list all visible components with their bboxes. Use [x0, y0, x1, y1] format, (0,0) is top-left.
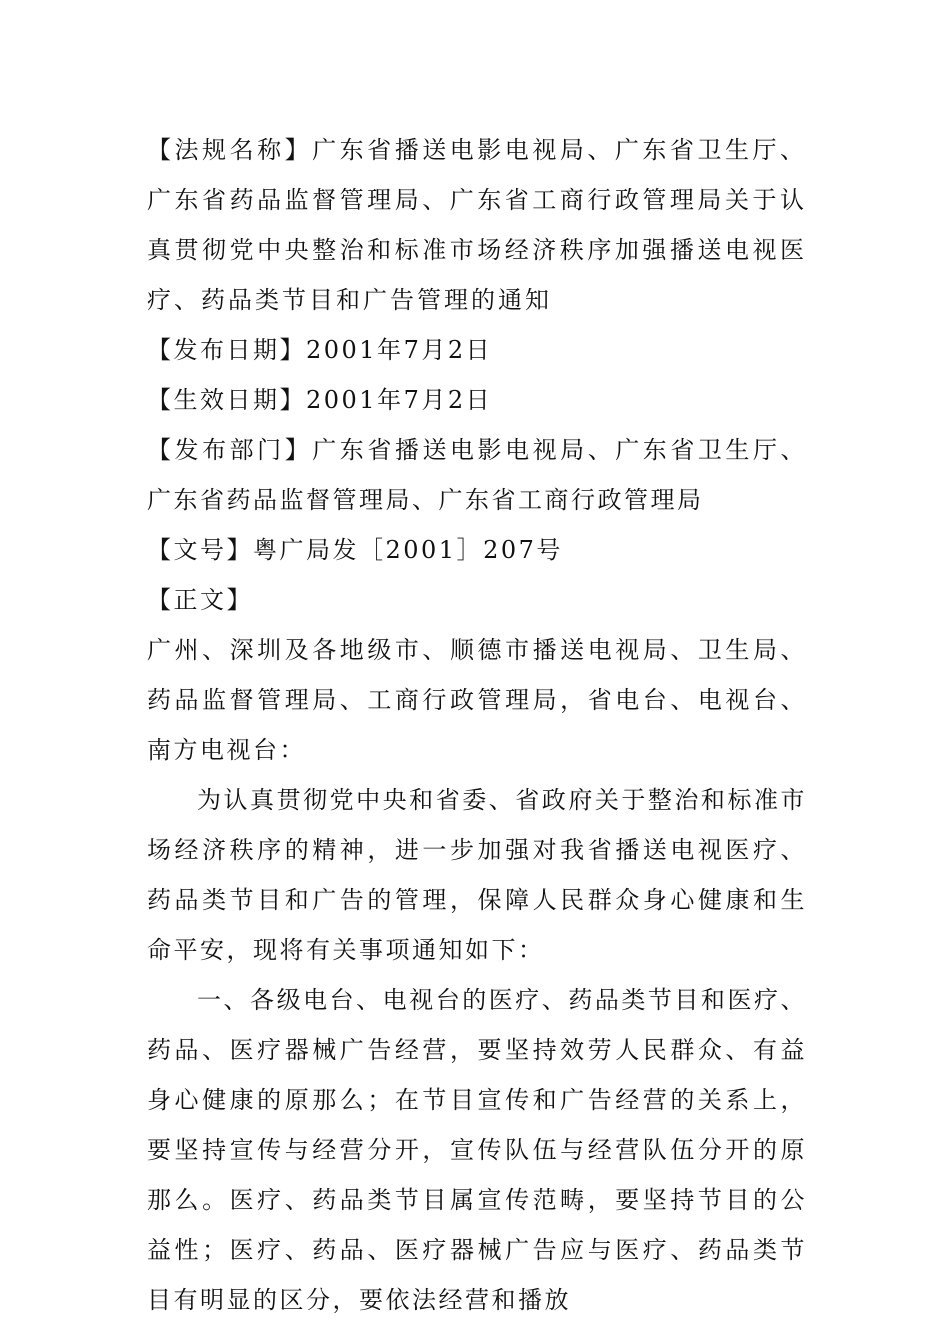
effective-date-value: 2001年7月2日 — [306, 386, 493, 414]
publish-date-label: 【发布日期】 — [147, 336, 306, 364]
effective-date-label: 【生效日期】 — [147, 386, 306, 414]
document-content — [147, 125, 807, 1325]
doc-number-field — [147, 525, 807, 575]
title-field-label: 【法规名称】 — [147, 136, 313, 164]
body-paragraph-1: 为认真贯彻党中央和省委、省政府关于整治和标准市场经济秩序的精神，进一步加强对我省播送电视医疗、药品类节目和广告的管理，保障人民群众身心健康和生命平安，现将有关事项通知如下： — [147, 786, 807, 964]
publish-date-value: 2001年7月2日 — [306, 336, 493, 364]
title-field — [147, 125, 807, 325]
effective-date-field — [147, 375, 807, 425]
doc-number-value: 粤广局发［2001］207号 — [253, 536, 563, 564]
body-paragraph-2: 一、各级电台、电视台的医疗、药品类节目和医疗、药品、医疗器械广告经营，要坚持效劳人民群众、有益身心健康的原那么；在节目宣传和广告经营的关系上，要坚持宣传与经营分开，宣传队伍与经营队伍分开的原那么。医疗、药品类节目属宣传范畴，要坚持节目的公益性；医疗、药品、医疗器械广告应与医疗、药品类节目有明显的区分，要依法经营和播放 — [147, 986, 807, 1314]
department-value: 广东省播送电影电视局、广东省卫生厅、广东省药品监督管理局、广东省工商行政管理局 — [147, 436, 808, 514]
title-field-value: 广东省播送电影电视局、广东省卫生厅、广东省药品监督管理局、广东省工商行政管理局关于认真贯彻党中央整治和标准市场经济秩序加强播送电视医疗、药品类节目和广告管理的通知 — [147, 136, 808, 314]
doc-number-label: 【文号】 — [147, 536, 253, 564]
publish-date-field — [147, 325, 807, 375]
body-label: 【正文】 — [147, 586, 253, 614]
department-label: 【发布部门】 — [147, 436, 313, 464]
department-field — [147, 425, 807, 525]
salutation: 广州、深圳及各地级市、顺德市播送电视局、卫生局、药品监督管理局、工商行政管理局，省电台、电视台、南方电视台： — [147, 636, 807, 764]
